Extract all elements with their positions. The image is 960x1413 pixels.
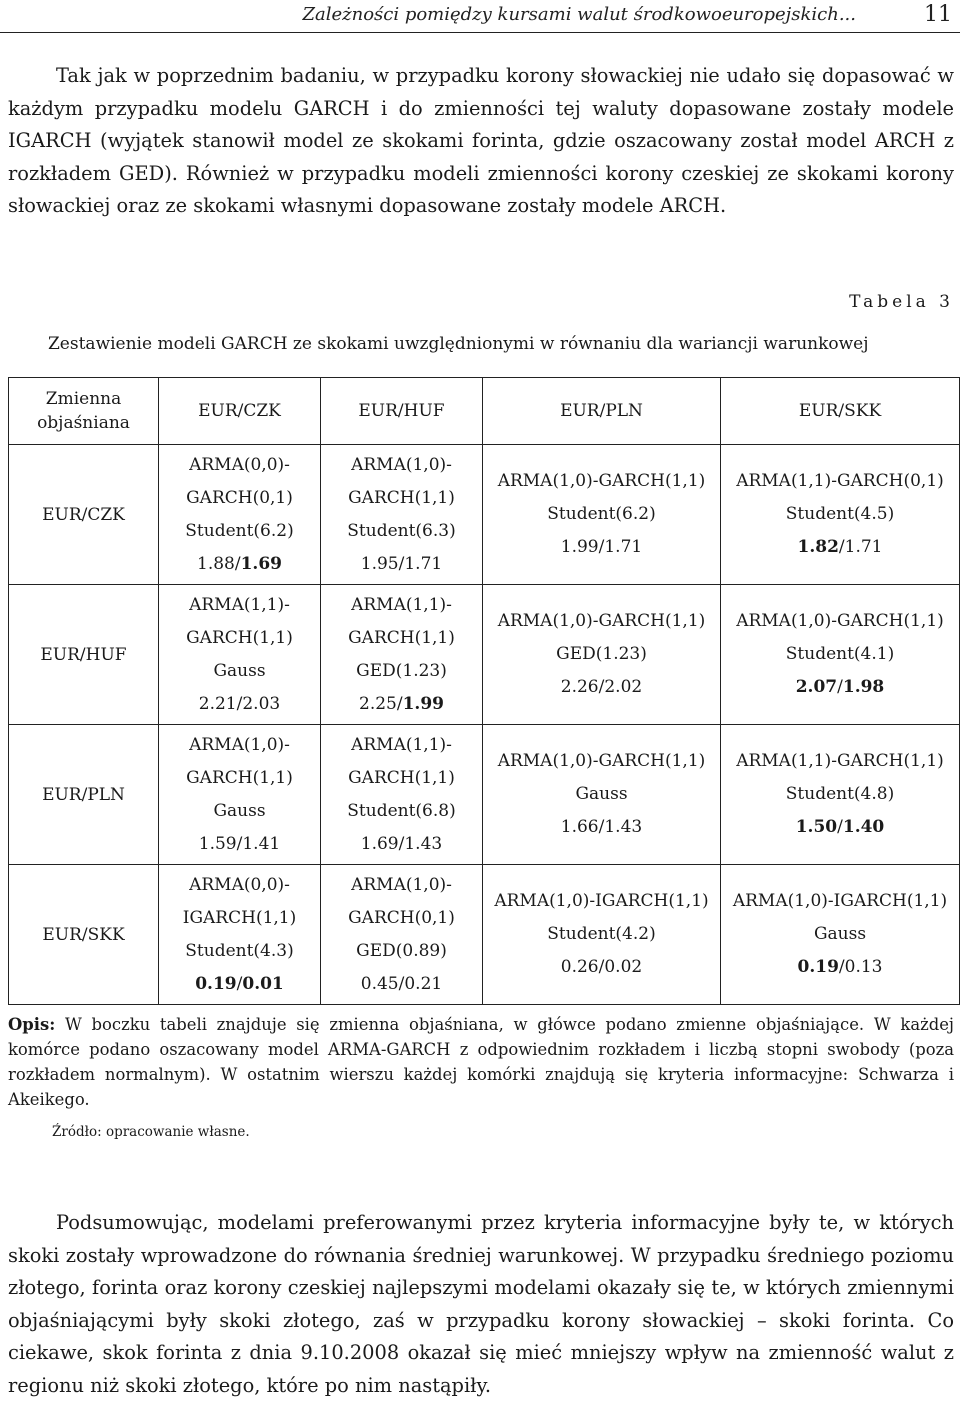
criteria-separator: / — [396, 693, 403, 714]
table-cell — [159, 725, 321, 865]
schwarz-criterion: 0.19 — [797, 957, 839, 977]
akaike-criterion: 1.43 — [604, 817, 643, 837]
schwarz-criterion: 1.59 — [198, 833, 237, 854]
table-row — [9, 585, 960, 725]
table-title: Zestawienie modeli GARCH ze skokami uwzględnionymi w równaniu dla wariancji warunkowej — [48, 334, 869, 354]
cell-model-line: ARMA(1,0)- — [351, 874, 452, 895]
schwarz-criterion: 1.99 — [560, 537, 599, 557]
schwarz-criterion: 2.26 — [560, 677, 599, 697]
corner-header-line: Zmienna — [45, 389, 122, 409]
akaike-criterion: 1.43 — [404, 833, 443, 854]
table-cell — [483, 725, 721, 865]
paragraph-1: Tak jak w poprzednim badaniu, w przypadku korony słowackiej nie udało się dopasować w każdym przypadku modelu GARCH i do zmienności tej waluty dopasowane zostały modele IGARCH (wyjątek stanowił model ze skokami forinta, gdzie oszacowany został model ARCH z rozkładem GED). Również w przypadku modeli zmienności korony czeskiej ze skokami korony słowackiej oraz ze skokami własnymi dopasowane zostały modele ARCH. — [8, 64, 954, 218]
cell-model-line: GARCH(0,1) — [186, 487, 293, 508]
cell-model-line: GED(1.23) — [556, 644, 647, 664]
criteria-separator: / — [838, 537, 845, 557]
schwarz-criterion: 1.82 — [797, 537, 839, 557]
cell-model-line: ARMA(1,0)-GARCH(1,1) — [497, 751, 706, 771]
corner-header-line: objaśniana — [37, 413, 130, 433]
schwarz-criterion: 0.19 — [195, 973, 237, 994]
cell-model-line: ARMA(0,0)- — [189, 454, 290, 475]
table-cell — [721, 865, 960, 1005]
column-header: EUR/PLN — [483, 378, 721, 445]
cell-info-criteria — [321, 548, 482, 581]
cell-model-line: IGARCH(1,1) — [182, 907, 297, 928]
table-cell — [483, 445, 721, 585]
cell-info-criteria — [159, 828, 320, 861]
table-cell — [721, 585, 960, 725]
cell-model-line: GARCH(1,1) — [348, 767, 455, 788]
cell-model-line: ARMA(1,1)- — [351, 594, 452, 615]
table-header-row — [9, 378, 960, 445]
akaike-criterion: 0.21 — [404, 973, 443, 994]
akaike-criterion: 2.03 — [242, 693, 281, 714]
cell-info-criteria — [321, 688, 482, 721]
cell-model-line: ARMA(1,0)-IGARCH(1,1) — [494, 891, 709, 911]
note-label: Opis: — [8, 1015, 56, 1034]
cell-model-line: ARMA(1,0)-IGARCH(1,1) — [732, 891, 948, 911]
cell-model-line: ARMA(1,1)-GARCH(1,1) — [736, 751, 944, 771]
akaike-criterion: 2.02 — [604, 677, 643, 697]
criteria-separator: / — [598, 537, 605, 557]
table-source: Źródło: opracowanie własne. — [52, 1124, 250, 1140]
schwarz-criterion: 1.95 — [360, 553, 399, 574]
cell-model-line: ARMA(1,1)- — [189, 594, 290, 615]
table-cell — [321, 725, 483, 865]
column-header: EUR/CZK — [159, 378, 321, 445]
cell-model-line: Student(6.2) — [185, 520, 294, 541]
cell-info-criteria — [483, 951, 720, 984]
row-header: EUR/PLN — [9, 725, 159, 865]
table-cell — [159, 865, 321, 1005]
cell-model-line: Gauss — [575, 784, 628, 804]
criteria-separator: / — [398, 833, 405, 854]
table-note — [8, 1012, 954, 1112]
akaike-criterion: 0.13 — [844, 957, 883, 977]
cell-model-line: GARCH(1,1) — [186, 627, 293, 648]
cell-model-line: Gauss — [213, 660, 266, 681]
schwarz-criterion: 1.69 — [360, 833, 399, 854]
cell-info-criteria — [721, 671, 959, 704]
cell-info-criteria — [483, 531, 720, 564]
criteria-separator: / — [598, 817, 605, 837]
cell-info-criteria — [483, 671, 720, 704]
cell-model-line: Gauss — [213, 800, 266, 821]
table-cell — [321, 865, 483, 1005]
table-cell — [159, 445, 321, 585]
schwarz-criterion: 2.07 — [795, 677, 838, 697]
criteria-separator: / — [398, 973, 405, 994]
akaike-criterion: 1.99 — [402, 693, 444, 714]
table-label: Tabela 3 — [849, 292, 954, 312]
table-cell — [321, 445, 483, 585]
running-title: Zależności pomiędzy kursami walut środkowoeuropejskich... — [302, 4, 856, 25]
cell-model-line: GED(0.89) — [356, 940, 447, 961]
column-header: EUR/HUF — [321, 378, 483, 445]
akaike-criterion: 1.98 — [842, 677, 885, 697]
cell-model-line: Student(6.8) — [347, 800, 456, 821]
page-header — [0, 0, 960, 33]
criteria-separator: / — [837, 817, 843, 837]
table-cell — [721, 445, 960, 585]
row-header: EUR/HUF — [9, 585, 159, 725]
akaike-criterion: 1.71 — [404, 553, 443, 574]
schwarz-criterion: 1.88 — [197, 553, 235, 574]
results-table — [8, 377, 960, 1005]
criteria-separator: / — [236, 973, 243, 994]
schwarz-criterion: 2.25 — [359, 693, 397, 714]
cell-model-line: Student(4.5) — [785, 504, 895, 524]
criteria-separator: / — [598, 677, 605, 697]
paragraph-2: Podsumowując, modelami preferowanymi przez kryteria informacyjne były te, w których skoki zostały wprowadzone do równania średniej warunkowej. W przypadku średniego poziomu złotego, forinta oraz korony czeskiej najlepszymi modelami okazały się te, w których zmiennymi objaśniającymi były skoki złotego, zaś w przypadku korony słowackiej – skoki forinta. Co ciekawe, skok forinta z dnia 9.10.2008 okazał się mieć mniejszy wpływ na zmienność walut z regionu niż skoki złotego, które po nim nastąpiły. — [8, 1211, 954, 1397]
cell-model-line: ARMA(1,0)- — [189, 734, 290, 755]
cell-model-line: ARMA(1,0)-GARCH(1,1) — [497, 471, 706, 491]
cell-model-line: GARCH(1,1) — [348, 627, 455, 648]
akaike-criterion: 1.71 — [844, 537, 883, 557]
cell-model-line: Student(4.1) — [785, 644, 895, 664]
cell-info-criteria — [321, 828, 482, 861]
akaike-criterion: 1.41 — [242, 833, 281, 854]
cell-model-line: GARCH(1,1) — [348, 487, 455, 508]
note-text: W boczku tabeli znajduje się zmienna objaśniana, w główce podano zmienne objaśniające. W każdej komórce podano oszacowany model ARMA-GARCH z odpowiednim rozkładem i liczbą stopni swobody (poza rozkładem normalnym). W ostatnim wierszu każdej komórki znajdują się kryteria informacyjne: Schwarza i Akeikego. — [8, 1015, 954, 1109]
schwarz-criterion: 0.26 — [560, 957, 599, 977]
cell-model-line: Student(6.3) — [347, 520, 456, 541]
akaike-criterion: 0.01 — [242, 973, 284, 994]
akaike-criterion: 1.69 — [240, 553, 282, 574]
cell-model-line: GED(1.23) — [356, 660, 447, 681]
cell-model-line: GARCH(1,1) — [186, 767, 293, 788]
criteria-separator: / — [236, 693, 243, 714]
cell-model-line: Student(4.2) — [547, 924, 656, 944]
cell-model-line: ARMA(0,0)- — [189, 874, 290, 895]
table-cell — [159, 585, 321, 725]
table-cell — [483, 585, 721, 725]
criteria-separator: / — [236, 833, 243, 854]
cell-info-criteria — [159, 548, 320, 581]
criteria-separator: / — [838, 957, 845, 977]
cell-info-criteria — [321, 968, 482, 1001]
cell-info-criteria — [721, 531, 959, 564]
table-cell — [721, 725, 960, 865]
table-row — [9, 445, 960, 585]
criteria-separator: / — [837, 677, 843, 697]
table-row — [9, 725, 960, 865]
row-header: EUR/SKK — [9, 865, 159, 1005]
criteria-separator: / — [234, 553, 241, 574]
cell-info-criteria — [721, 951, 959, 984]
akaike-criterion: 1.71 — [604, 537, 643, 557]
cell-info-criteria — [721, 811, 959, 844]
table-body — [9, 445, 960, 1005]
cell-model-line: Student(4.8) — [785, 784, 895, 804]
cell-model-line: Gauss — [813, 924, 867, 944]
page-number: 11 — [924, 2, 952, 27]
table-cell — [321, 585, 483, 725]
cell-model-line: Student(6.2) — [547, 504, 656, 524]
cell-model-line: Student(4.3) — [185, 940, 294, 961]
akaike-criterion: 0.02 — [604, 957, 643, 977]
cell-model-line: ARMA(1,0)- — [351, 454, 452, 475]
table-cell — [483, 865, 721, 1005]
criteria-separator: / — [598, 957, 605, 977]
cell-info-criteria — [483, 811, 720, 844]
schwarz-criterion: 2.21 — [198, 693, 237, 714]
row-header: EUR/CZK — [9, 445, 159, 585]
schwarz-criterion: 0.45 — [360, 973, 399, 994]
corner-header — [9, 378, 159, 445]
akaike-criterion: 1.40 — [842, 817, 885, 837]
cell-info-criteria — [159, 968, 320, 1001]
table-row — [9, 865, 960, 1005]
cell-model-line: ARMA(1,1)- — [351, 734, 452, 755]
cell-info-criteria — [159, 688, 320, 721]
criteria-separator: / — [398, 553, 405, 574]
cell-model-line: GARCH(0,1) — [348, 907, 455, 928]
cell-model-line: ARMA(1,0)-GARCH(1,1) — [736, 611, 944, 631]
cell-model-line: ARMA(1,1)-GARCH(0,1) — [736, 471, 944, 491]
column-header: EUR/SKK — [721, 378, 960, 445]
schwarz-criterion: 1.50 — [795, 817, 838, 837]
schwarz-criterion: 1.66 — [560, 817, 599, 837]
cell-model-line: ARMA(1,0)-GARCH(1,1) — [497, 611, 706, 631]
